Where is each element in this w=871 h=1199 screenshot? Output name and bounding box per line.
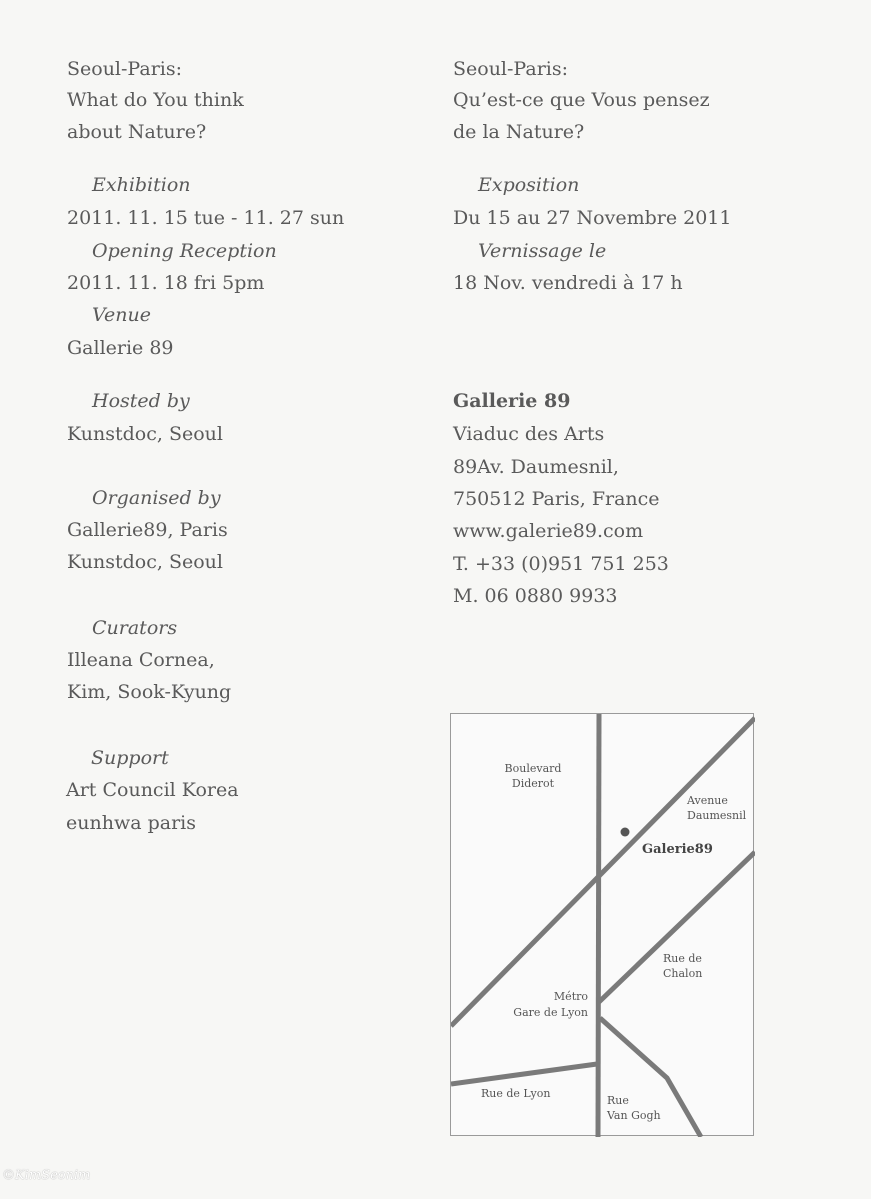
mobile-number: M. 06 0880 9933 xyxy=(453,585,618,607)
street-vertical xyxy=(598,714,599,1137)
gallery-marker xyxy=(621,828,630,837)
opening-label: Opening Reception xyxy=(92,240,277,262)
organised-label: Organised by xyxy=(92,487,221,509)
gallery-name: Gallerie 89 xyxy=(453,390,571,412)
venue-value: Gallerie 89 xyxy=(67,337,174,359)
exposition-dates: Du 15 au 27 Novembre 2011 xyxy=(453,207,732,229)
website-link[interactable]: www.galerie89.com xyxy=(453,520,644,542)
label-avenue-1: Avenue xyxy=(687,794,728,807)
exhibition-dates: 2011. 11. 15 tue - 11. 27 sun xyxy=(67,207,345,229)
label-metro-1: Métro xyxy=(553,990,588,1003)
street-rue-de-lyon xyxy=(451,1064,597,1084)
street-avenue-daumesnil xyxy=(451,718,755,1026)
watermark: ©KimSeonim xyxy=(2,1168,91,1183)
map-drawing xyxy=(451,714,755,1137)
hosted-value: Kunstdoc, Seoul xyxy=(67,423,223,445)
label-chalon-1: Rue de xyxy=(663,952,702,965)
label-boulevard-1: Boulevard xyxy=(504,762,562,775)
support-value-1: Art Council Korea xyxy=(66,779,239,801)
curators-label: Curators xyxy=(92,617,178,639)
support-label: Support xyxy=(91,747,169,769)
exposition-label: Exposition xyxy=(478,174,580,196)
title-line-2: What do You think xyxy=(67,89,244,111)
address-line-1: Viaduc des Arts xyxy=(453,423,605,445)
label-vangogh-1: Rue xyxy=(607,1094,629,1107)
label-rue-de-lyon: Rue de Lyon xyxy=(481,1087,551,1100)
label-boulevard-2: Diderot xyxy=(511,777,555,790)
label-chalon-2: Chalon xyxy=(663,967,703,980)
curators-value-2: Kim, Sook-Kyung xyxy=(67,681,232,703)
title-fr-line-2: Qu’est-ce que Vous pensez xyxy=(453,89,710,111)
label-metro-2: Gare de Lyon xyxy=(513,1006,588,1019)
exhibition-label: Exhibition xyxy=(92,174,191,196)
venue-label: Venue xyxy=(92,304,151,326)
phone-number: T. +33 (0)951 751 253 xyxy=(453,553,669,575)
title-fr-line-1: Seoul-Paris: xyxy=(453,58,569,80)
vernissage-label: Vernissage le xyxy=(478,240,607,262)
hosted-label: Hosted by xyxy=(92,390,190,412)
address-line-3: 750512 Paris, France xyxy=(453,488,660,510)
organised-value-2: Kunstdoc, Seoul xyxy=(67,551,223,573)
vernissage-date: 18 Nov. vendredi à 17 h xyxy=(453,272,683,294)
opening-date: 2011. 11. 18 fri 5pm xyxy=(67,272,265,294)
title-line-3: about Nature? xyxy=(67,121,207,143)
location-map xyxy=(450,713,754,1136)
label-vangogh-2: Van Gogh xyxy=(607,1109,661,1122)
title-line-1: Seoul-Paris: xyxy=(67,58,183,80)
address-line-2: 89Av. Daumesnil, xyxy=(453,456,619,478)
label-gallery: Galerie89 xyxy=(642,842,713,857)
curators-value-1: Illeana Cornea, xyxy=(67,649,215,671)
label-avenue-2: Daumesnil xyxy=(687,809,747,822)
support-value-2: eunhwa paris xyxy=(66,812,196,834)
organised-value-1: Gallerie89, Paris xyxy=(67,519,228,541)
title-fr-line-3: de la Nature? xyxy=(453,121,585,143)
